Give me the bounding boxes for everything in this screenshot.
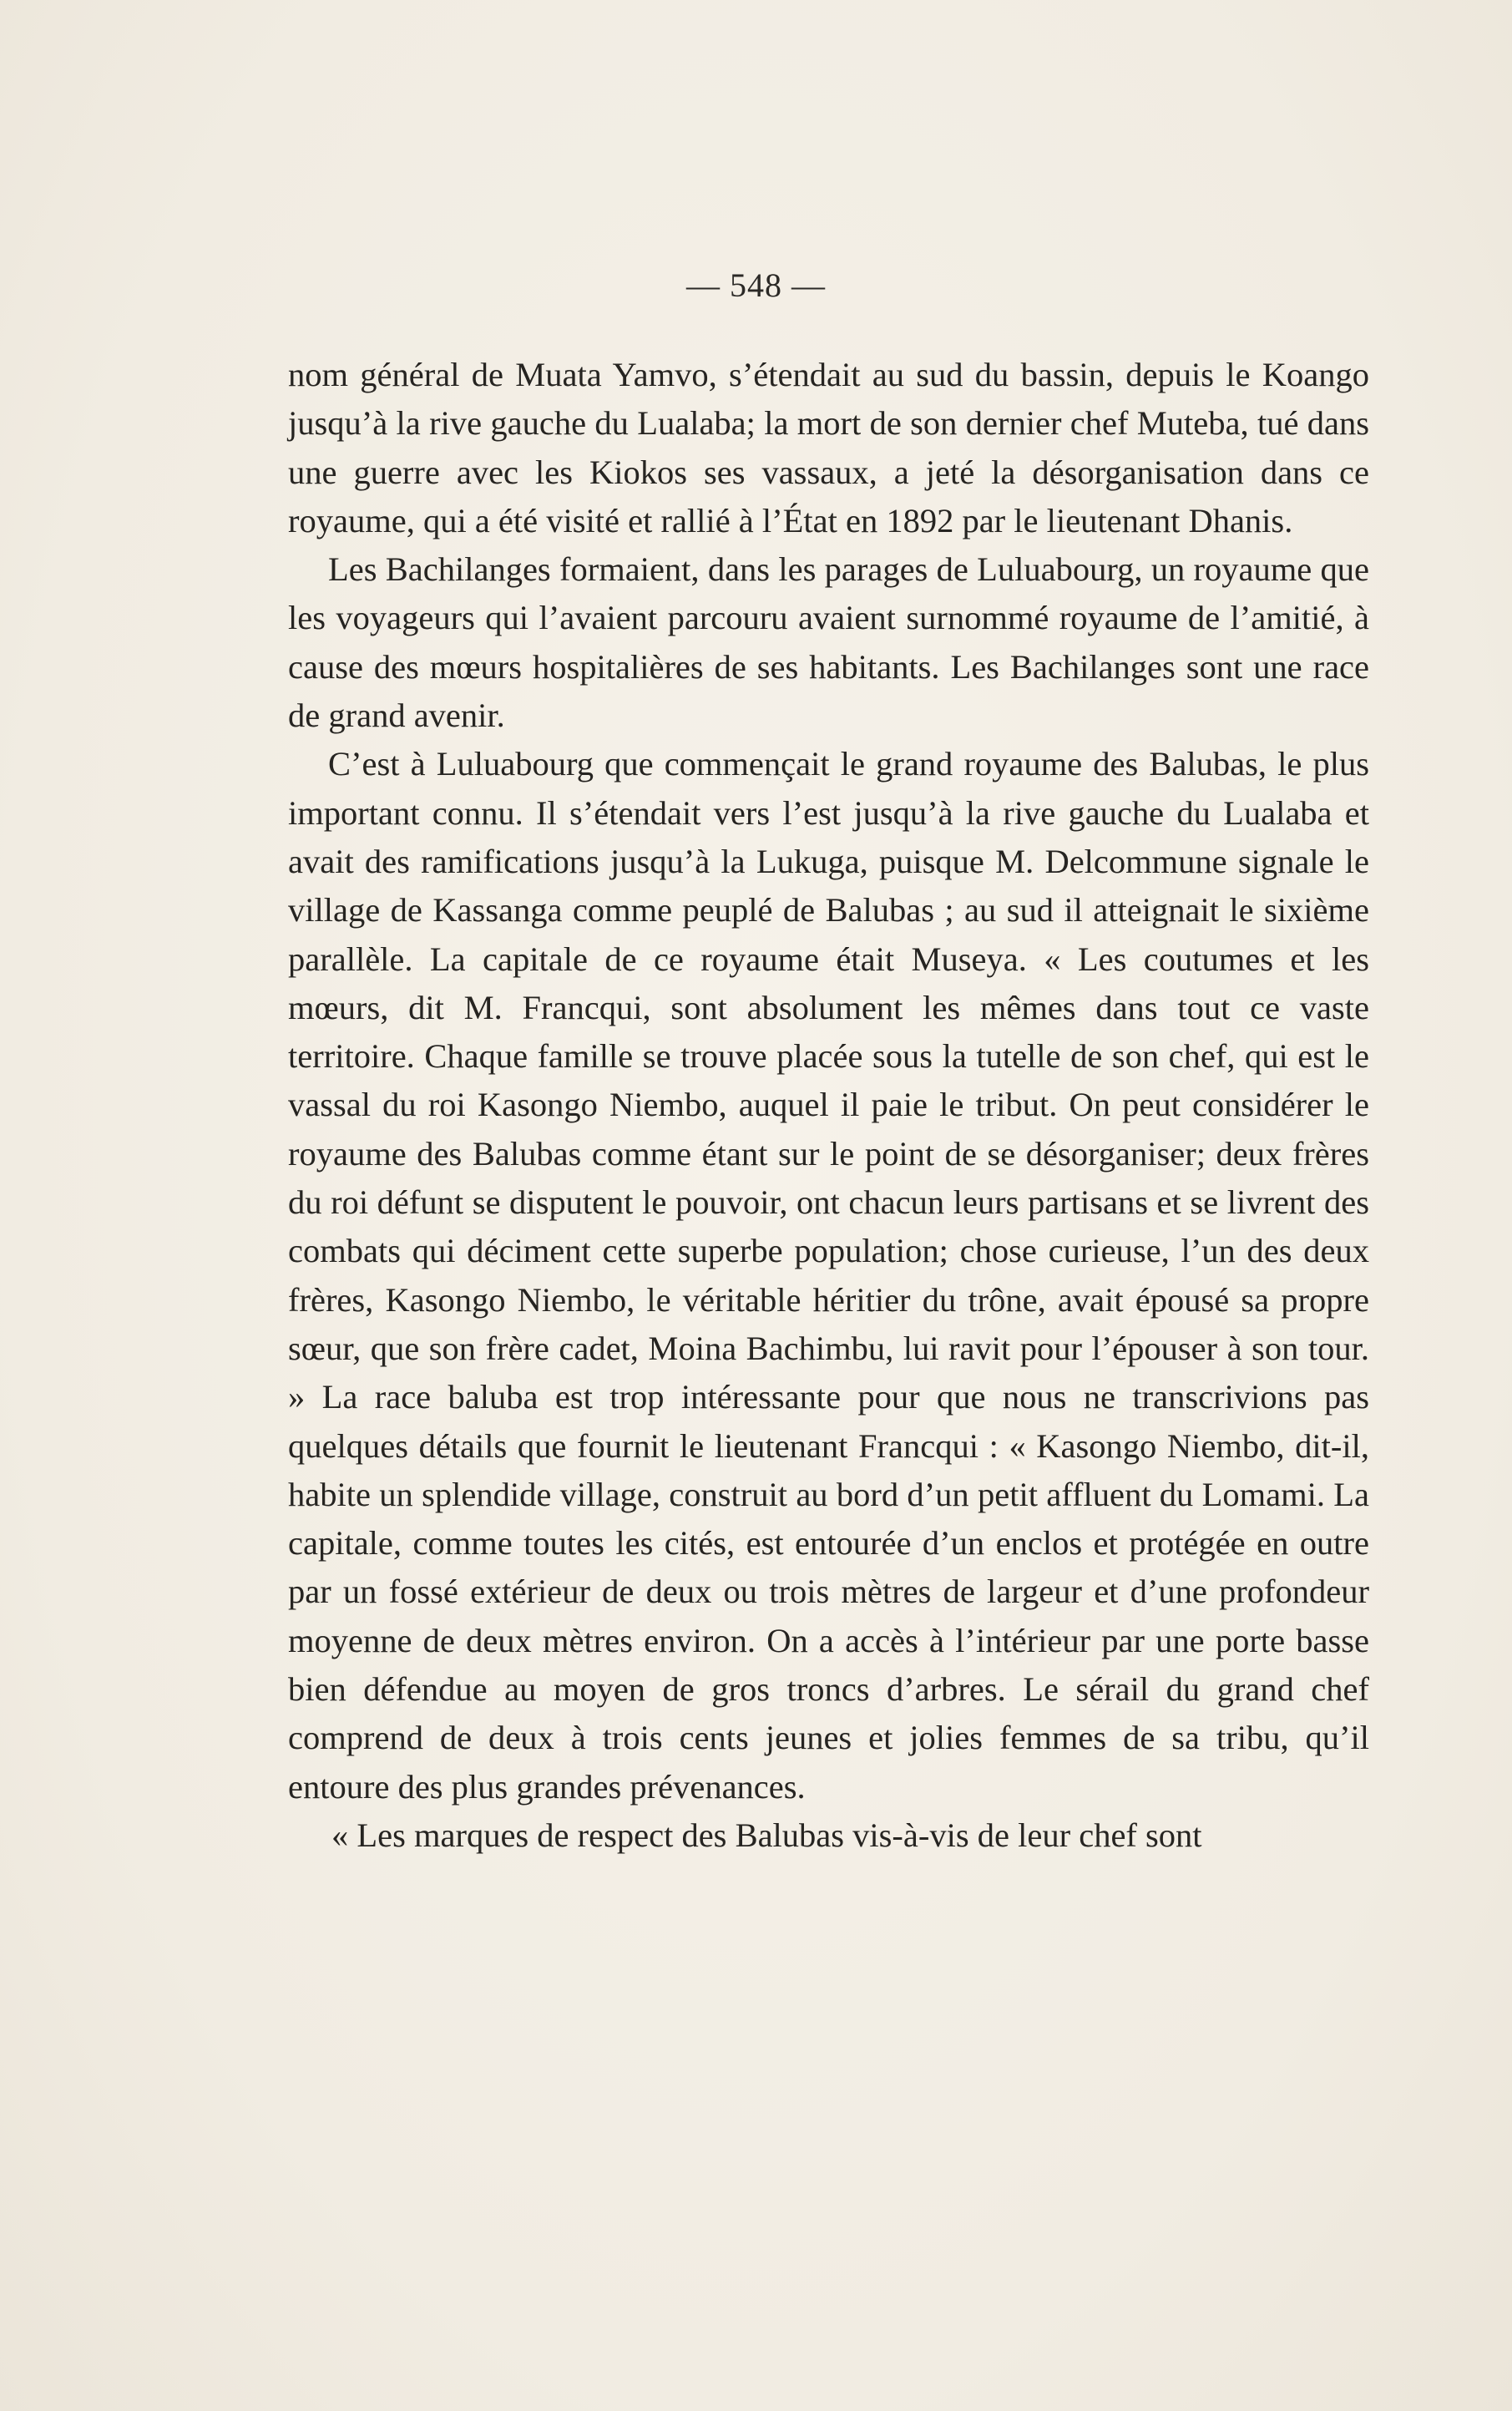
page-number: — 548 — [686, 266, 826, 304]
paragraph-1: nom général de Muata Yamvo, s’étendait au sud du bassin, depuis le Koango jusqu’à la rive gauche du Lualaba; la mort de son dernier chef Muteba, tué dans une guerre avec les Kiokos ses vassaux, a jeté la désorganisation dans ce royaume, qui a été visité et rallié à l’État en 1892 par le lieutenant Dhanis. [288, 356, 1369, 539]
body-text [288, 351, 1369, 1860]
paragraph-2: Les Bachilanges formaient, dans les parages de Luluabourg, un royaume que les voyageurs qui l’avaient parcouru avaient surnommé royaume de l’amitié, à cause des mœurs hospitalières de ses habitants. Les Bachilanges sont une race de grand avenir. [288, 550, 1369, 735]
paragraph-4: « Les marques de respect des Balubas vis-à-vis de leur chef sont [331, 1816, 1202, 1854]
paragraph-3: C’est à Luluabourg que commençait le grand royaume des Balubas, le plus important connu. Il s’étendait vers l’est jusqu’à la rive gauche du Lualaba et avait des ramifications jusqu’à la Lukuga, puisque M. Delcommune signale le village de Kassanga comme peuplé de Balubas ; au sud il atteignait le sixième parallèle. La capitale de ce royaume était Museya. « Les coutumes et les mœurs, dit M. Francqui, sont absolument les mêmes dans tout ce vaste territoire. Chaque famille se trouve placée sous la tutelle de son chef, qui est le vassal du roi Kasongo Niembo, auquel il paie le tribut. On peut considérer le royaume des Balubas comme étant sur le point de se désorganiser; deux frères du roi défunt se disputent le pouvoir, ont chacun leurs partisans et se livrent des combats qui déciment cette superbe population; chose curieuse, l’un des deux frères, Kasongo Niembo, le véritable héritier du trône, avait épousé sa propre sœur, que son frère cadet, Moina Bachimbu, lui ravit pour l’épouser à son tour. » La race baluba est trop intéressante pour que nous ne transcrivions pas quelques détails que fournit le lieutenant Francqui : « Kasongo Niembo, dit-il, habite un splendide village, construit au bord d’un petit affluent du Lomami. La capitale, comme toutes les cités, est entourée d’un enclos et protégée en outre par un fossé extérieur de deux ou trois mètres de largeur et d’une profondeur moyenne de deux mètres environ. On a accès à l’intérieur par une porte basse bien défendue au moyen de gros troncs d’arbres. Le sérail du grand chef comprend de deux à trois cents jeunes et jolies femmes de sa tribu, qu’il entoure des plus grandes prévenances. [288, 745, 1369, 1806]
